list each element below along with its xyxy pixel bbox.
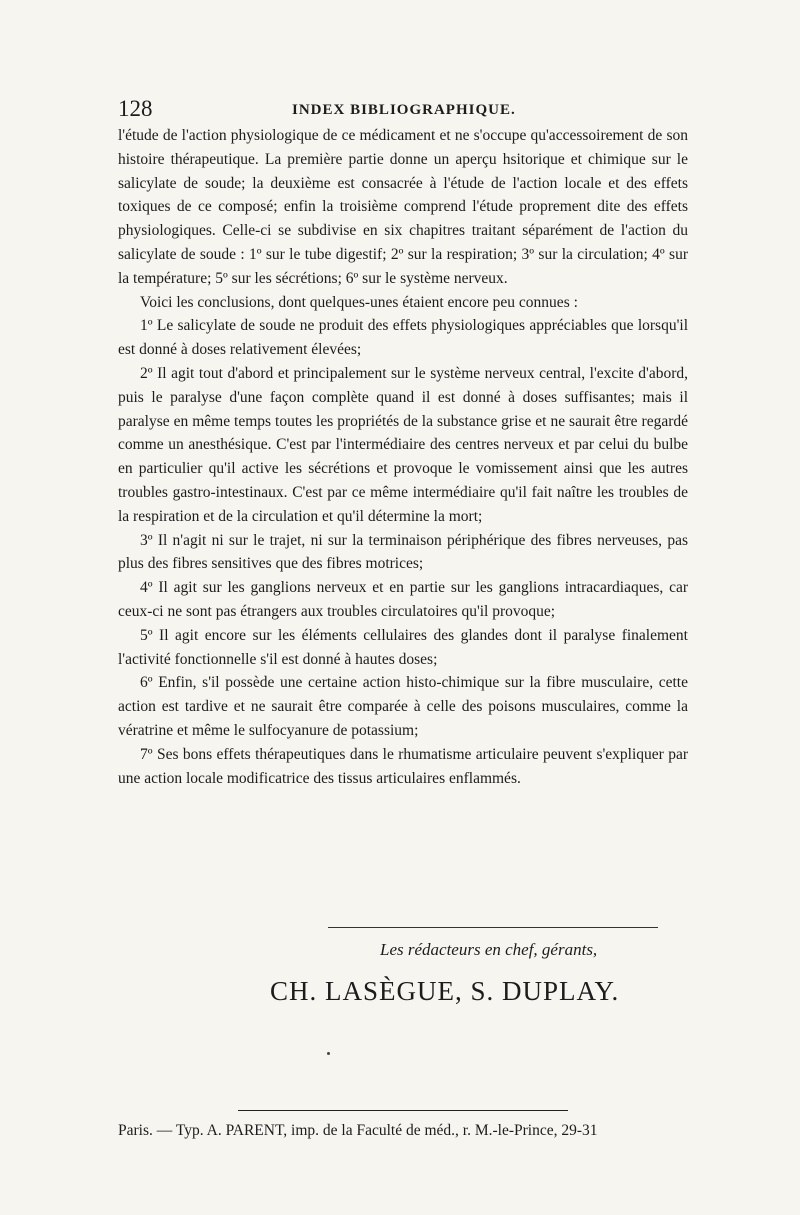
paragraph-conclusion-2: 2º Il agit tout d'abord et principalement sur le système nerveux central, l'excite d'abord, puis le paralyse d'une façon complète quand il est donné à doses suffisantes; mais il paralyse en même temps toutes les propriétés de la substance grise et ne saurait être regardé comme un anesthésique. C'est par l'intermédiaire des centres nerveux et par celui du bulbe en particulier qu'il active les sécrétions et provoque le vomissement ainsi que les autres troubles gastro-intestinaux. C'est par ce même intermédiaire qu'il fait naître les troubles de la respiration et de la circulation et qu'il détermine la mort; <box>118 364 688 525</box>
page-number: 128 <box>118 96 153 121</box>
ornament-dot <box>327 1052 330 1055</box>
paragraph-conclusion-6: 6º Enfin, s'il possède une certaine action histo-chimique sur la fibre musculaire, cette action est tardive et ne saurait être comparée à celle des poisons musculaires, comme la vératrine et même le sulfocyanure de potassium; <box>118 674 688 739</box>
paragraph-conclusions-intro: Voici les conclusions, dont quelques-unes étaient encore peu connues : <box>140 293 578 311</box>
paragraph-conclusion-3: 3º Il n'agit ni sur le trajet, ni sur la terminaison périphérique des fibres nerveuses, pas plus des fibres sensitives que des fibres motrices; <box>118 531 688 573</box>
divider-bottom <box>238 1110 568 1111</box>
paragraph-conclusion-4: 4º Il agit sur les ganglions nerveux et en partie sur les ganglions intracardiaques, car ceux-ci ne sont pas étrangers aux troubles circulatoires qu'il provoque; <box>118 579 688 620</box>
printer-imprint: Paris. — Typ. A. PARENT, imp. de la Faculté de méd., r. M.-le-Prince, 29-31 <box>118 1122 598 1139</box>
paragraph-conclusion-7: 7º Ses bons effets thérapeutiques dans le rhumatisme articulaire peuvent s'expliquer par une action locale modificatrice des tissus articulaires enflammés. <box>118 745 688 787</box>
editors-names: CH. LASÈGUE, S. DUPLAY. <box>270 976 620 1006</box>
body-text <box>118 124 688 790</box>
divider-top <box>328 927 658 928</box>
paragraph-conclusion-5: 5º Il agit encore sur les éléments cellulaires des glandes dont il paralyse finalement l'activité fonctionnelle s'il est donné à hautes doses; <box>118 626 688 668</box>
editors-label: Les rédacteurs en chef, gérants, <box>380 940 598 959</box>
paragraph-intro: l'étude de l'action physiologique de ce médicament et ne s'occupe qu'accessoirement de son histoire thérapeutique. La première partie donne un aperçu hsitorique et chimique sur le salicylate de soude; la deuxième est consacrée à l'étude de l'action locale et des effets toxiques de ce composé; enfin la troisième comprend l'étude proprement dite des effets physiologiques. Celle-ci se subdivise en six chapitres traitant séparément de l'action du salicylate de soude : 1º sur le tube digestif; 2º sur la respiration; 3º sur la circulation; 4º sur la température; 5º sur les sécrétions; 6º sur le système nerveux. <box>118 127 688 287</box>
running-head: INDEX BIBLIOGRAPHIQUE. <box>292 102 516 118</box>
page-header <box>118 96 688 126</box>
paragraph-conclusion-1: 1º Le salicylate de soude ne produit des effets physiologiques appréciables que lorsqu'il est donné à doses relativement élevées; <box>118 317 688 359</box>
